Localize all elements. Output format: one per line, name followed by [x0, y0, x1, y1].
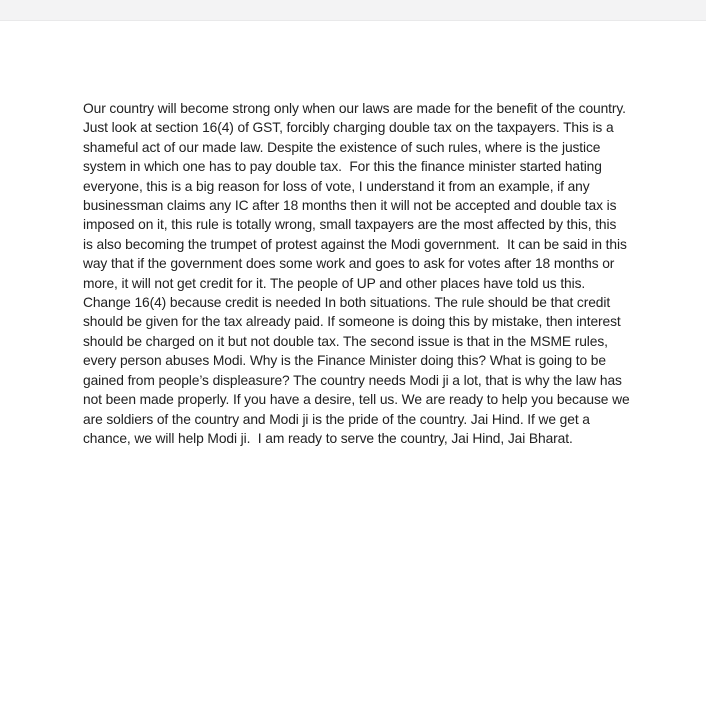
text-line: Change 16(4) because credit is needed In both situations. The rule should be that credit	[83, 295, 611, 311]
text-line: more, it will not get credit for it. The people of UP and other places have told us this.	[83, 275, 586, 291]
text-line: businessman claims any IC after 18 months then it will not be accepted and double tax is	[83, 198, 617, 214]
text-line: way that if the government does some work and goes to ask for votes after 18 months or	[83, 256, 615, 272]
text-line: shameful act of our made law. Despite the existence of such rules, where is the justice	[83, 139, 601, 155]
top-bar	[0, 0, 706, 21]
text-line: are soldiers of the country and Modi ji is the pride of the country. Jai Hind. If we get a	[83, 411, 590, 427]
text-line: system in which one has to pay double tax. For this the finance minister started hating	[83, 159, 602, 175]
text-line: everyone, this is a big reason for loss of vote, I understand it from an example, if any	[83, 178, 590, 194]
text-line: gained from people’s displeasure? The country needs Modi ji a lot, that is why the law has	[83, 372, 622, 388]
text-line: Just look at section 16(4) of GST, forcibly charging double tax on the taxpayers. This is a	[83, 120, 614, 136]
text-line: not been made properly. If you have a desire, tell us. We are ready to help you because we	[83, 392, 630, 408]
text-line: chance, we will help Modi ji. I am ready to serve the country, Jai Hind, Jai Bharat.	[83, 430, 573, 446]
text-line: every person abuses Modi. Why is the Finance Minister doing this? What is going to be	[83, 353, 606, 369]
text-line: should be charged on it but not double tax. The second issue is that in the MSME rules,	[83, 333, 608, 349]
text-line: should be given for the tax already paid. If someone is doing this by mistake, then interest	[83, 314, 621, 330]
text-line: is also becoming the trumpet of protest against the Modi government. It can be said in this	[83, 236, 627, 252]
document-page	[0, 21, 706, 448]
text-line: imposed on it, this rule is totally wrong, small taxpayers are the most affected by this, this	[83, 217, 617, 233]
paragraph	[83, 99, 706, 448]
text-line: Our country will become strong only when our laws are made for the benefit of the country.	[83, 101, 626, 116]
